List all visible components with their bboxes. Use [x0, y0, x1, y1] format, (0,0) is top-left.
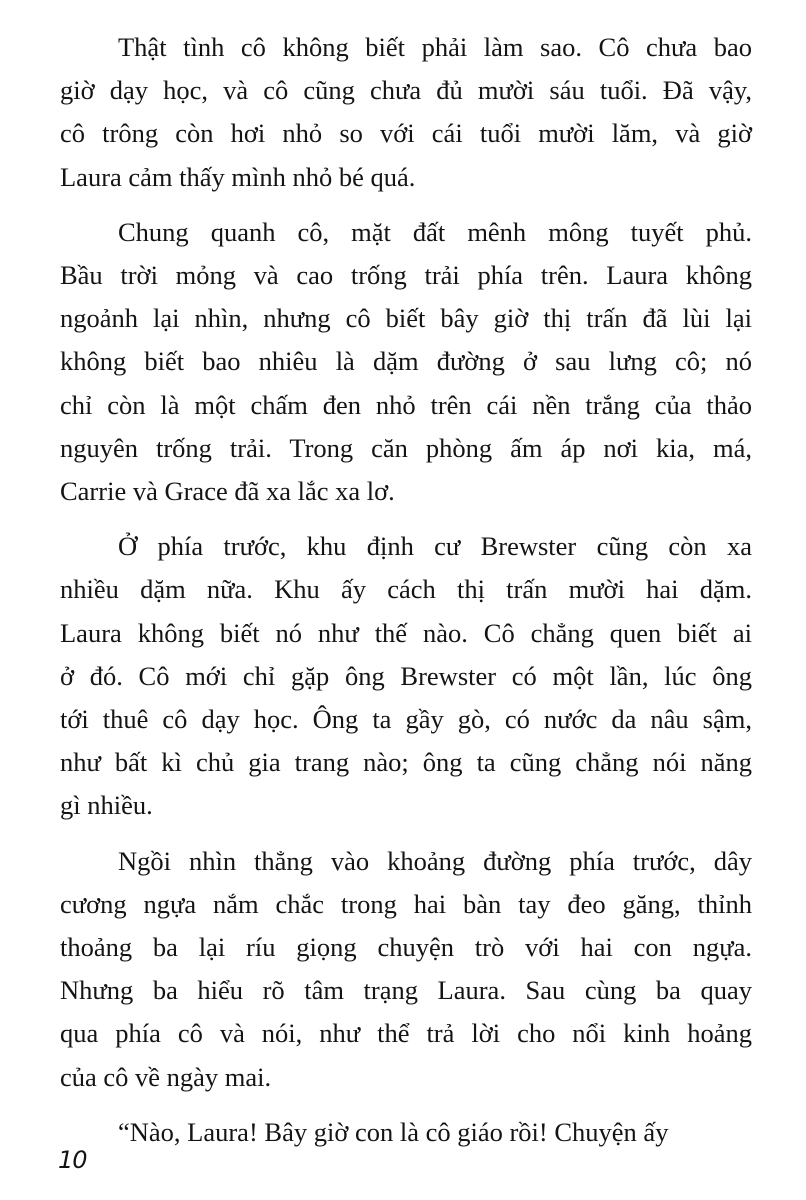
text-line: cô trông còn hơi nhỏ so với cái tuổi mười lăm, và giờ: [60, 118, 752, 149]
text-line: ở đó. Cô mới chỉ gặp ông Brewster có một lần, lúc ông: [60, 660, 752, 691]
text-line: ngoảnh lại nhìn, nhưng cô biết bây giờ thị trấn đã lùi lại: [60, 303, 752, 334]
text-line: nguyên trống trải. Trong căn phòng ấm áp nơi kia, má,: [60, 432, 752, 463]
text-line: Ở phía trước, khu định cư Brewster cũng còn xa: [118, 531, 752, 562]
text-line: gì nhiều.: [60, 790, 153, 821]
text-line: Thật tình cô không biết phải làm sao. Cô chưa bao: [118, 32, 752, 62]
text-line: không biết bao nhiêu là dặm đường ở sau lưng cô; nó: [60, 346, 752, 377]
text-line: Laura cảm thấy mình nhỏ bé quá.: [60, 161, 416, 192]
text-line: Bầu trời mỏng và cao trống trải phía trên. Laura không: [60, 260, 752, 291]
book-page-body: [60, 26, 752, 1166]
text-line: tới thuê cô dạy học. Ông ta gầy gò, có nước da nâu sậm,: [60, 704, 752, 735]
text-line: chỉ còn là một chấm đen nhỏ trên cái nền trắng của thảo: [60, 389, 752, 420]
text-line: “Nào, Laura! Bây giờ con là cô giáo rồi! Chuyện ấy: [118, 1116, 669, 1147]
paragraph-1: [60, 26, 752, 199]
text-line: Ngồi nhìn thẳng vào khoảng đường phía trước, dây: [118, 845, 752, 876]
text-line: cương ngựa nắm chắc trong hai bàn tay đeo găng, thỉnh: [60, 888, 752, 919]
text-line: Laura không biết nó như thế nào. Cô chẳng quen biết ai: [60, 617, 752, 648]
paragraph-5: [60, 1111, 752, 1154]
text-line: Chung quanh cô, mặt đất mênh mông tuyết phủ.: [118, 216, 752, 247]
text-line: như bất kì chủ gia trang nào; ông ta cũng chẳng nói năng: [60, 747, 752, 778]
paragraph-4: [60, 840, 752, 1099]
text-line: nhiều dặm nữa. Khu ấy cách thị trấn mười hai dặm.: [60, 574, 752, 605]
text-line: Nhưng ba hiểu rõ tâm trạng Laura. Sau cùng ba quay: [60, 975, 752, 1006]
text-line: thoảng ba lại ríu giọng chuyện trò với hai con ngựa.: [60, 932, 752, 963]
text-line: Carrie và Grace đã xa lắc xa lơ.: [60, 476, 395, 507]
paragraph-3: [60, 525, 752, 827]
text-line: qua phía cô và nói, như thể trả lời cho nổi kinh hoảng: [60, 1018, 752, 1049]
text-line: của cô về ngày mai.: [60, 1061, 272, 1092]
text-line: giờ dạy học, và cô cũng chưa đủ mười sáu tuổi. Đã vậy,: [60, 75, 752, 106]
paragraph-2: [60, 211, 752, 513]
page-number: 10: [58, 1146, 87, 1174]
